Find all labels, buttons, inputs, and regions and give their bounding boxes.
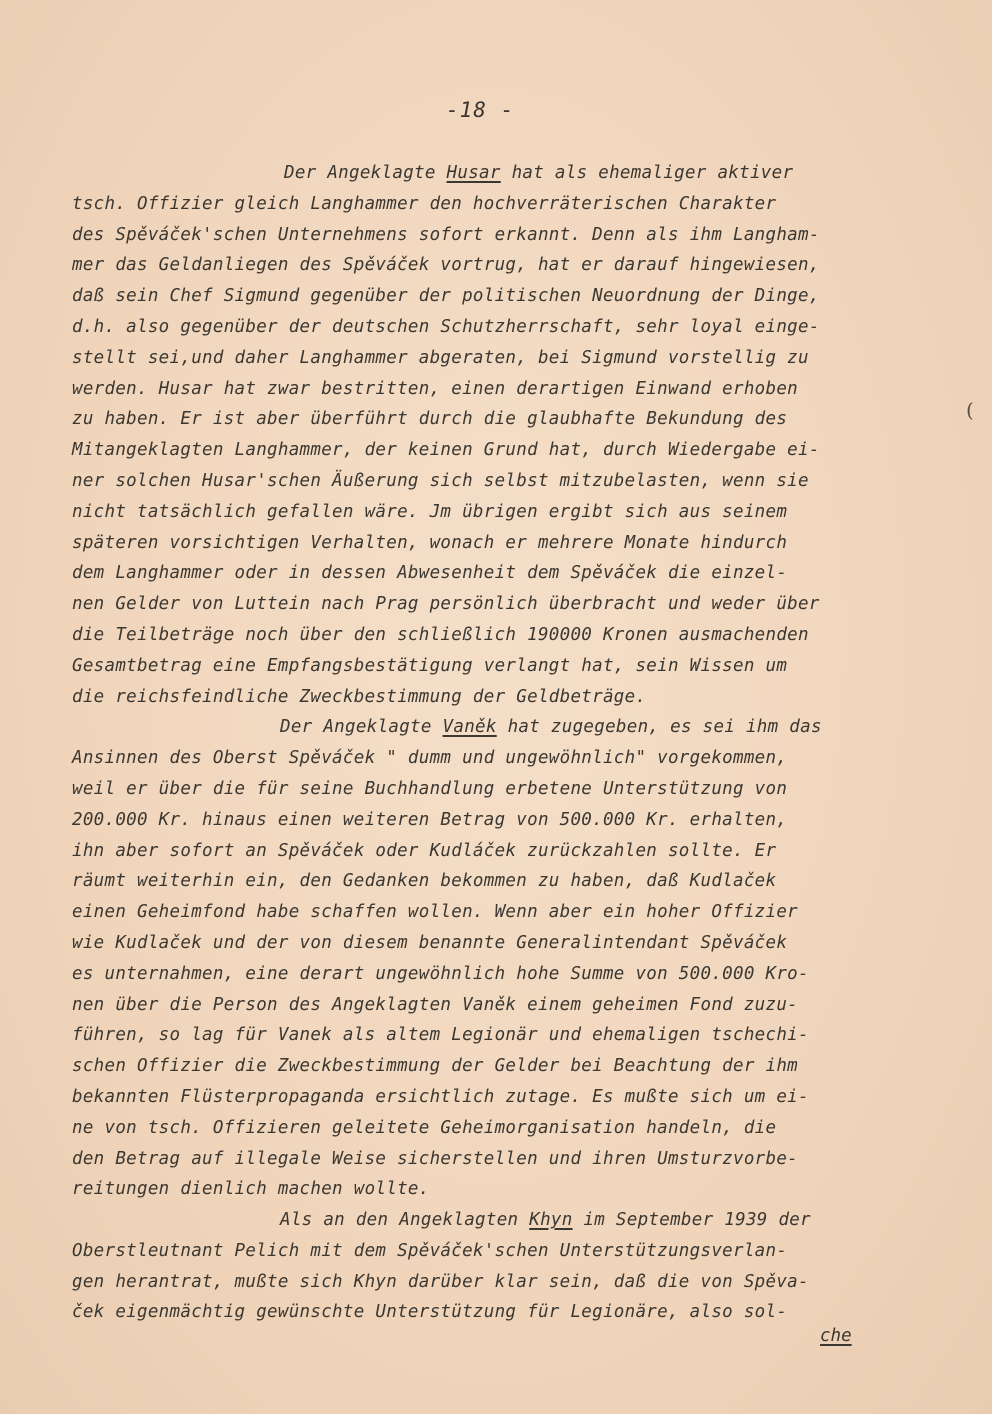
text-line: ner solchen Husar'schen Äußerung sich selbst mitzubelasten, wenn sie: [72, 470, 809, 491]
text-line: [72, 158, 952, 189]
text-line: schen Offizier die Zweckbestimmung der Gelder bei Beachtung der ihm: [72, 1056, 799, 1077]
text-line: ne von tsch. Offizieren geleitete Geheimorganisation handeln, die: [72, 1117, 777, 1138]
text-line: [72, 712, 952, 743]
text-line: ček eigenmächtig gewünschte Unterstützung für Legionäre, also sol-: [72, 1302, 788, 1323]
text-line: dem Langhammer oder in dessen Abwesenheit dem Spěváček die einzel-: [72, 563, 788, 584]
text-line: wie Kudlaček und der von diesem benannte Generalintendant Spěváček: [72, 932, 788, 953]
text-line: Ansinnen des Oberst Spěváček " dumm und ungewöhnlich" vorgekommen,: [72, 748, 788, 769]
text-line: gen herantrat, mußte sich Khyn darüber klar sein, daß die von Spěva-: [72, 1271, 809, 1292]
text-line: nicht tatsächlich gefallen wäre. Jm übrigen ergibt sich aus seinem: [72, 501, 788, 522]
text-line: daß sein Chef Sigmund gegenüber der politischen Neuordnung der Dinge,: [72, 286, 820, 307]
text-line: weil er über die für seine Buchhandlung erbetene Unterstützung von: [72, 778, 788, 799]
text-line: 200.000 Kr. hinaus einen weiteren Betrag von 500.000 Kr. erhalten,: [72, 809, 788, 830]
text-line: d.h. also gegenüber der deutschen Schutzherrschaft, sehr loyal einge-: [72, 316, 820, 337]
defendant-name-vanek: Vaněk: [442, 717, 497, 738]
text-line: mer das Geldanliegen des Spěváček vortrug, hat er darauf hingewiesen,: [72, 255, 820, 276]
text-fragment: im September 1939 der: [572, 1210, 811, 1231]
text-line: werden. Husar hat zwar bestritten, einen derartigen Einwand erhoben: [72, 378, 799, 399]
text-line: räumt weiterhin ein, den Gedanken bekommen zu haben, daß Kudlaček: [72, 871, 777, 892]
text-line: es unternahmen, eine derart ungewöhnlich hohe Summe von 500.000 Kro-: [72, 963, 809, 984]
text-line: führen, so lag für Vanek als altem Legionär und ehemaligen tschechi-: [72, 1025, 809, 1046]
text-fragment: hat als ehemaliger aktiver: [500, 163, 794, 183]
text-line: Mitangeklagten Langhammer, der keinen Grund hat, durch Wiedergabe ei-: [72, 440, 820, 461]
text-line: den Betrag auf illegale Weise sicherstellen und ihren Umsturzvorbe-: [72, 1148, 799, 1169]
text-line: [72, 1205, 952, 1236]
text-fragment: Als an den Angeklagten: [280, 1210, 530, 1231]
text-line: zu haben. Er ist aber überführt durch die glaubhafte Bekundung des: [72, 409, 788, 430]
margin-mark: (: [966, 398, 974, 422]
text-line: einen Geheimfond habe schaffen wollen. Wenn aber ein hoher Offizier: [72, 902, 799, 923]
text-line: die reichsfeindliche Zweckbestimmung der Geldbeträge.: [72, 686, 647, 707]
defendant-name-husar: Husar: [446, 163, 501, 183]
text-line: Oberstleutnant Pelich mit dem Spěváček'schen Unterstützungsverlan-: [72, 1240, 788, 1261]
defendant-name-khyn: Khyn: [529, 1210, 573, 1231]
text-line: Gesamtbetrag eine Empfangsbestätigung verlangt hat, sein Wissen um: [72, 655, 788, 676]
text-fragment: Der Angeklagte: [280, 717, 443, 738]
text-line: nen über die Person des Angeklagten Vaněk einem geheimen Fond zuzu-: [72, 994, 799, 1015]
text-line: reitungen dienlich machen wollte.: [72, 1179, 430, 1200]
text-line: bekannten Flüsterpropaganda ersichtlich zutage. Es mußte sich um ei-: [72, 1086, 809, 1107]
page-number: -18 -: [446, 98, 515, 122]
text-line: nen Gelder von Luttein nach Prag persönlich überbracht und weder über: [72, 594, 820, 615]
text-line: tsch. Offizier gleich Langhammer den hochverräterischen Charakter: [72, 193, 777, 214]
text-fragment: Der Angeklagte: [284, 163, 447, 183]
text-fragment: hat zugegeben, es sei ihm das: [496, 717, 822, 738]
catchword: che: [820, 1326, 852, 1346]
text-line: ihn aber sofort an Spěváček oder Kudláček zurückzahlen sollte. Er: [72, 840, 777, 861]
body-text: [72, 158, 952, 1328]
text-line: die Teilbeträge noch über den schließlich 190000 Kronen ausmachenden: [72, 624, 809, 645]
text-line: des Spěváček'schen Unternehmens sofort erkannt. Denn als ihm Langham-: [72, 224, 820, 245]
text-line: stellt sei,und daher Langhammer abgeraten, bei Sigmund vorstellig zu: [72, 347, 809, 368]
text-line: späteren vorsichtigen Verhalten, wonach er mehrere Monate hindurch: [72, 532, 788, 553]
